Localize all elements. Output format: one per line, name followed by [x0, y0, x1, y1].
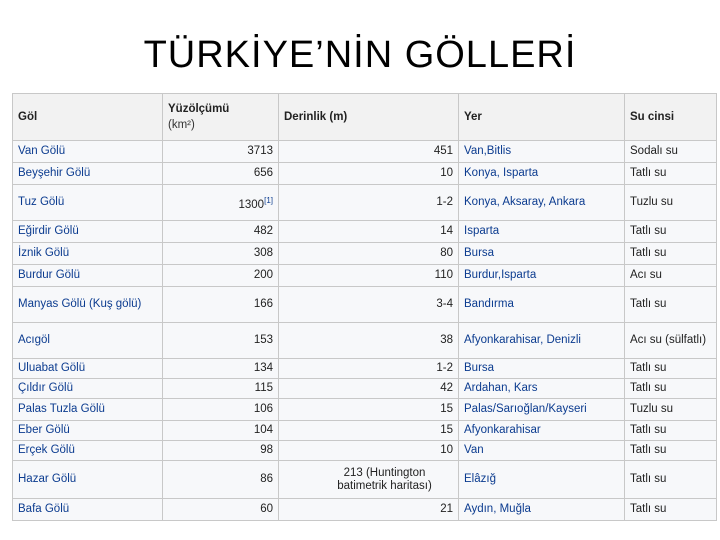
- cell-lake[interactable]: Manyas Gölü (Kuş gölü): [13, 287, 163, 323]
- lakes-table-container: [12, 93, 716, 523]
- cell-area: 656: [163, 163, 279, 185]
- table-row: [13, 221, 717, 243]
- cell-type: Acı su: [625, 265, 717, 287]
- cell-depth: 14: [279, 221, 459, 243]
- cell-lake[interactable]: Tuz Gölü: [13, 185, 163, 221]
- cell-area: 153: [163, 323, 279, 359]
- cell-area: 60: [163, 499, 279, 521]
- cell-lake[interactable]: Çıldır Gölü: [13, 379, 163, 399]
- table-row: [13, 265, 717, 287]
- cell-depth: 1-2: [279, 359, 459, 379]
- cell-place[interactable]: Aydın, Muğla: [459, 499, 625, 521]
- cell-lake[interactable]: Erçek Gölü: [13, 441, 163, 461]
- cell-depth: 38: [279, 323, 459, 359]
- cell-depth: 80: [279, 243, 459, 265]
- cell-depth: 10: [279, 163, 459, 185]
- cell-place[interactable]: Bandırma: [459, 287, 625, 323]
- cell-lake[interactable]: Hazar Gölü: [13, 461, 163, 499]
- cell-area: 482: [163, 221, 279, 243]
- cell-type: Acı su (sülfatlı): [625, 323, 717, 359]
- cell-place[interactable]: Elâzığ: [459, 461, 625, 499]
- cell-place[interactable]: Afyonkarahisar: [459, 421, 625, 441]
- cell-place[interactable]: Van,Bitlis: [459, 141, 625, 163]
- cell-area: 134: [163, 359, 279, 379]
- cell-lake[interactable]: Acıgöl: [13, 323, 163, 359]
- cell-place[interactable]: Isparta: [459, 221, 625, 243]
- header-type[interactable]: Su cinsi: [625, 94, 717, 141]
- cell-type: Tatlı su: [625, 499, 717, 521]
- cell-lake[interactable]: Van Gölü: [13, 141, 163, 163]
- table-row: [13, 359, 717, 379]
- cell-type: Tatlı su: [625, 163, 717, 185]
- header-lake[interactable]: Göl: [13, 94, 163, 141]
- cell-type: Tatlı su: [625, 243, 717, 265]
- table-row: [13, 163, 717, 185]
- cell-depth: 110: [279, 265, 459, 287]
- table-row: [13, 243, 717, 265]
- cell-type: Tatlı su: [625, 421, 717, 441]
- table-row: [13, 499, 717, 521]
- cell-area: 115: [163, 379, 279, 399]
- lakes-table: [12, 93, 717, 521]
- cell-type: Tatlı su: [625, 287, 717, 323]
- cell-place[interactable]: Palas/Sarıoğlan/Kayseri: [459, 399, 625, 421]
- cell-place[interactable]: Bursa: [459, 359, 625, 379]
- cell-area: 104: [163, 421, 279, 441]
- cell-place[interactable]: Burdur,Isparta: [459, 265, 625, 287]
- cell-type: Tatlı su: [625, 359, 717, 379]
- cell-area: 86: [163, 461, 279, 499]
- cell-depth: 3-4: [279, 287, 459, 323]
- cell-depth: 451: [279, 141, 459, 163]
- cell-type: Tatlı su: [625, 221, 717, 243]
- cell-place[interactable]: Konya, Aksaray, Ankara: [459, 185, 625, 221]
- header-area-line1: Yüzölçümü: [168, 102, 230, 115]
- table-row: [13, 441, 717, 461]
- cell-depth: 10: [279, 441, 459, 461]
- header-depth[interactable]: Derinlik (m): [279, 94, 459, 141]
- cell-depth: 42: [279, 379, 459, 399]
- header-area-line2: (km²): [168, 118, 195, 131]
- cell-type: Tatlı su: [625, 441, 717, 461]
- cell-area: 3713: [163, 141, 279, 163]
- cell-lake[interactable]: Palas Tuzla Gölü: [13, 399, 163, 421]
- cell-lake[interactable]: Eğirdir Gölü: [13, 221, 163, 243]
- header-place[interactable]: Yer: [459, 94, 625, 141]
- table-row: [13, 461, 717, 499]
- cell-lake[interactable]: Eber Gölü: [13, 421, 163, 441]
- table-row: [13, 323, 717, 359]
- cell-lake[interactable]: Beyşehir Gölü: [13, 163, 163, 185]
- table-header-row: [13, 94, 717, 141]
- cell-depth: 21: [279, 499, 459, 521]
- cell-depth: 1-2: [279, 185, 459, 221]
- cell-lake[interactable]: Bafa Gölü: [13, 499, 163, 521]
- cell-type: Tuzlu su: [625, 185, 717, 221]
- cell-area: [163, 185, 279, 221]
- cell-type: Sodalı su: [625, 141, 717, 163]
- cell-place[interactable]: Konya, Isparta: [459, 163, 625, 185]
- cell-depth: 15: [279, 399, 459, 421]
- table-row: [13, 287, 717, 323]
- cell-area-value: 1300: [238, 198, 265, 211]
- cell-area: 106: [163, 399, 279, 421]
- table-row: [13, 421, 717, 441]
- cell-lake[interactable]: Uluabat Gölü: [13, 359, 163, 379]
- cell-lake[interactable]: Burdur Gölü: [13, 265, 163, 287]
- cell-type: Tuzlu su: [625, 399, 717, 421]
- cell-area: 166: [163, 287, 279, 323]
- header-area[interactable]: [163, 94, 279, 141]
- cell-place[interactable]: Afyonkarahisar, Denizli: [459, 323, 625, 359]
- cell-type: Tatlı su: [625, 379, 717, 399]
- cell-place[interactable]: Van: [459, 441, 625, 461]
- cell-depth: 213 (Huntington batimetrik haritası): [279, 461, 459, 499]
- cell-lake[interactable]: İznik Gölü: [13, 243, 163, 265]
- cell-depth: 15: [279, 421, 459, 441]
- table-row: [13, 379, 717, 399]
- cell-area: 200: [163, 265, 279, 287]
- table-row: [13, 399, 717, 421]
- cell-area: 98: [163, 441, 279, 461]
- table-row: [13, 141, 717, 163]
- cell-place[interactable]: Ardahan, Kars: [459, 379, 625, 399]
- footnote-ref[interactable]: [1]: [264, 195, 273, 205]
- cell-place[interactable]: Bursa: [459, 243, 625, 265]
- page-title: TÜRKİYE’NİN GÖLLERİ: [143, 34, 577, 76]
- cell-area: 308: [163, 243, 279, 265]
- table-row: [13, 185, 717, 221]
- cell-type: Tatlı su: [625, 461, 717, 499]
